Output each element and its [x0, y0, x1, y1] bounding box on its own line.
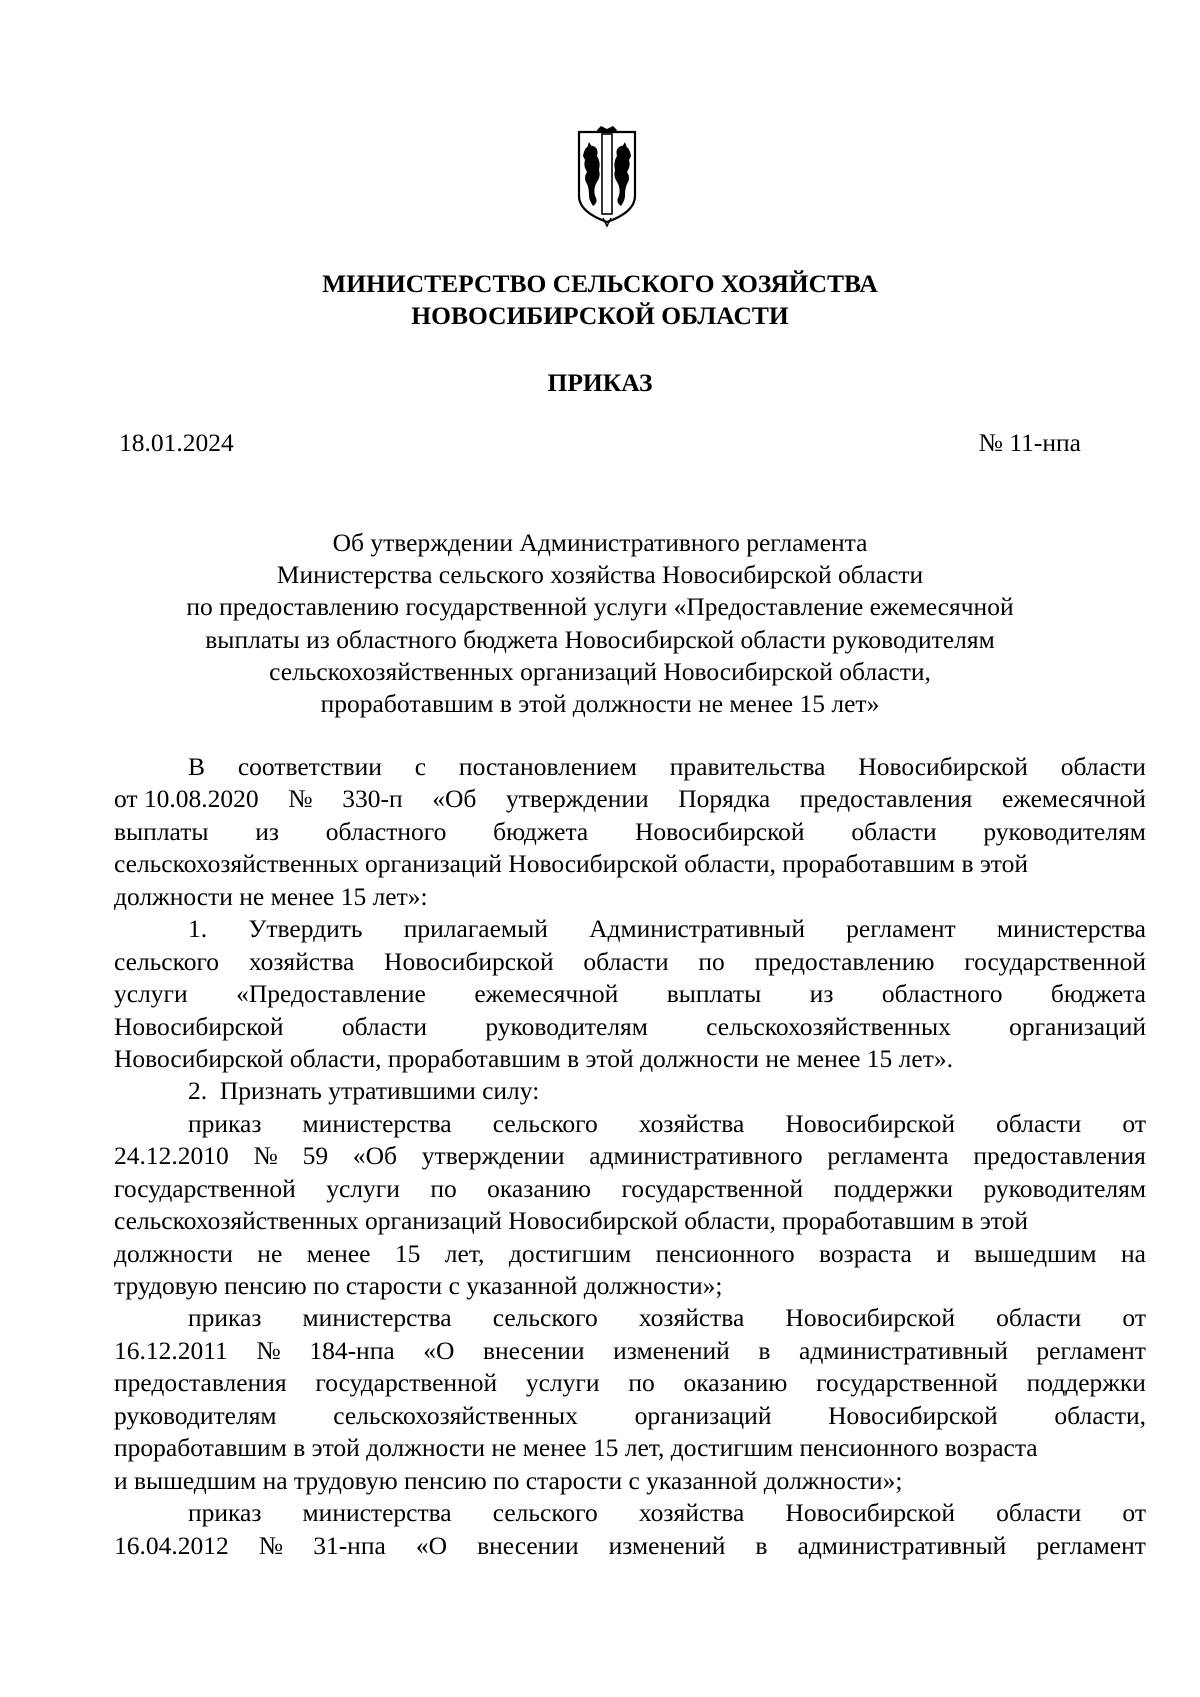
- body-word: 330-п: [342, 784, 403, 814]
- body-word: возраста: [819, 1238, 912, 1268]
- body-word: бюджета: [493, 816, 589, 846]
- body-word: области: [341, 1011, 428, 1041]
- body-word: регламента: [827, 1141, 949, 1171]
- body-word: административный: [799, 1335, 1008, 1365]
- body-word: от: [1122, 1498, 1146, 1528]
- body-word: областного: [325, 816, 447, 846]
- body-line: 2. Признать утратившими силу:: [188, 1076, 540, 1106]
- body-line: [114, 1302, 1146, 1334]
- body-word: по: [628, 1368, 655, 1398]
- body-line: [114, 1400, 1146, 1432]
- body-word: предоставления: [114, 1368, 287, 1398]
- body-word: министерства: [302, 1498, 452, 1528]
- body-line: [114, 1367, 1146, 1399]
- subject-line: выплаты из областного бюджета Новосибирской области руководителям: [205, 624, 995, 654]
- document-subject: [0, 527, 1200, 720]
- ministry-title: [0, 268, 1200, 332]
- body-line: сельскохозяйственных организаций Новосибирской области, проработавшим в этой: [114, 1206, 1029, 1236]
- body-line: [114, 946, 1146, 978]
- body-word: «О: [423, 1335, 455, 1365]
- body-word: Новосибирской: [858, 752, 1028, 781]
- body-line: [114, 1497, 1146, 1529]
- body-word: от: [1122, 1108, 1146, 1138]
- body-word: руководителям: [983, 1173, 1146, 1203]
- body-word: 15: [394, 1238, 421, 1268]
- body-word: Новосибирской: [384, 946, 554, 976]
- body-word: 16.04.2012: [114, 1530, 229, 1560]
- body-word: №: [253, 1141, 278, 1171]
- body-word: государственной: [315, 1368, 498, 1398]
- body-word: регламент: [1036, 1335, 1146, 1365]
- body-word: от 10.08.2020: [114, 784, 259, 814]
- document-number: № 11-нпа: [978, 428, 1081, 457]
- body-word: предоставлению: [754, 946, 935, 976]
- body-word: должности: [114, 1238, 233, 1268]
- body-line: проработавшим в этой должности не менее 15 лет, достигшим пенсионного возраста: [114, 1433, 1038, 1463]
- body-line: [114, 1335, 1146, 1367]
- body-line: [114, 751, 1146, 783]
- body-word: Новосибирской: [785, 1303, 955, 1333]
- body-word: «Об: [432, 784, 477, 814]
- body-word: сельского: [492, 1108, 598, 1138]
- subject-line: Министерства сельского хозяйства Новосибирской области: [276, 560, 924, 590]
- body-word: услуги: [114, 979, 188, 1009]
- body-word: по: [430, 1173, 457, 1203]
- body-word: изменений: [613, 1335, 730, 1365]
- body-line: Новосибирской области, проработавшим в этой должности не менее 15 лет».: [114, 1043, 953, 1073]
- body-word: 16.12.2011: [114, 1335, 228, 1365]
- body-word: области: [583, 946, 669, 976]
- body-word: выплаты: [666, 979, 762, 1009]
- body-word: из: [809, 979, 834, 1009]
- subject-line: по предоставлению государственной услуги «Предоставление ежемесячной: [186, 592, 1014, 622]
- body-word: областного: [881, 979, 1003, 1009]
- body-word: 184-нпа: [309, 1335, 395, 1365]
- body-word: области: [996, 1108, 1082, 1138]
- body-line: [114, 1108, 1146, 1140]
- body-word: хозяйства: [248, 946, 355, 976]
- body-word: поддержки: [1026, 1368, 1146, 1398]
- body-line: сельскохозяйственных организаций Новосибирской области, проработавшим в этой: [114, 849, 1029, 879]
- body-word: 31-нпа: [313, 1530, 386, 1560]
- body-line: [114, 978, 1146, 1010]
- body-word: организаций: [634, 1400, 772, 1430]
- body-line: [114, 913, 1146, 945]
- body-word: хозяйства: [638, 1303, 745, 1333]
- body-word: руководителям: [485, 1011, 648, 1041]
- body-word: «Предоставление: [236, 979, 426, 1009]
- body-word: сельского: [492, 1303, 598, 1333]
- body-word: государственной: [621, 1173, 804, 1203]
- body-word: Новосибирской: [635, 816, 805, 846]
- body-word: хозяйства: [638, 1498, 745, 1528]
- body-word: регламент: [1036, 1530, 1146, 1560]
- body-word: области: [996, 1303, 1082, 1333]
- body-word: лет,: [444, 1238, 485, 1268]
- body-word: области: [1060, 752, 1146, 781]
- body-word: поддержки: [833, 1173, 953, 1203]
- body-word: министерства: [996, 914, 1146, 944]
- subject-line: сельскохозяйственных организаций Новосибирской области,: [269, 656, 931, 686]
- body-word: пенсионного: [655, 1238, 795, 1268]
- body-word: приказ: [188, 1108, 262, 1138]
- body-word: 24.12.2010: [114, 1141, 229, 1171]
- body-word: приказ: [188, 1498, 262, 1528]
- body-word: оказанию: [487, 1173, 591, 1203]
- body-word: прилагаемый: [403, 914, 548, 944]
- body-word: внесении: [477, 1530, 579, 1560]
- body-word: №: [258, 1530, 284, 1560]
- body-word: изменений: [608, 1530, 726, 1560]
- body-word: области,: [1054, 1400, 1146, 1430]
- body-word: «О: [415, 1530, 448, 1560]
- body-word: оказанию: [683, 1368, 788, 1398]
- body-line: [114, 1238, 1146, 1270]
- body-line: [114, 1140, 1146, 1172]
- body-line: [114, 1173, 1146, 1205]
- body-word: Порядка: [678, 784, 771, 814]
- body-word: в: [755, 1530, 768, 1560]
- ministry-line-2: НОВОСИБИРСКОЙ ОБЛАСТИ: [411, 301, 789, 330]
- body-word: сельскохозяйственных: [333, 1400, 578, 1430]
- body-word: Новосибирской: [785, 1108, 955, 1138]
- body-word: сельского: [114, 946, 220, 976]
- body-word: от: [1122, 1303, 1146, 1333]
- body-word: Новосибирской: [828, 1400, 998, 1430]
- body-word: руководителям: [983, 816, 1146, 846]
- body-word: утверждении: [505, 784, 649, 814]
- body-word: по: [698, 946, 725, 976]
- body-word: №: [256, 1335, 281, 1365]
- body-word: услуги: [326, 1173, 400, 1203]
- body-line: должности не менее 15 лет»:: [114, 881, 428, 911]
- body-word: хозяйства: [638, 1108, 745, 1138]
- document-type: ПРИКАЗ: [547, 368, 653, 397]
- body-word: соответствии: [237, 752, 382, 781]
- body-word: достигшим: [508, 1238, 632, 1268]
- body-word: руководителям: [114, 1400, 277, 1430]
- body-word: не: [257, 1238, 283, 1268]
- body-word: услуги: [525, 1368, 600, 1398]
- body-word: ежемесячной: [474, 979, 619, 1009]
- body-word: вышедшим: [974, 1238, 1097, 1268]
- body-word: и: [936, 1238, 950, 1268]
- body-word: государственной: [816, 1368, 998, 1398]
- body-word: 59: [302, 1141, 329, 1171]
- body-word: постановлением: [458, 752, 637, 781]
- subject-line: Об утверждении Административного регламента: [332, 528, 868, 557]
- body-word: на: [1120, 1238, 1146, 1268]
- body-word: предоставления: [799, 784, 973, 814]
- ministry-line-1: МИНИСТЕРСТВО СЕЛЬСКОГО ХОЗЯЙСТВА: [322, 269, 878, 298]
- body-word: внесении: [483, 1335, 585, 1365]
- body-word: Новосибирской: [114, 1011, 284, 1041]
- body-line: и вышедшим на трудовую пенсию по старости с указанной должности»;: [114, 1465, 903, 1495]
- body-word: организаций: [1009, 1011, 1146, 1041]
- subject-line: проработавшим в этой должности не менее 15 лет»: [320, 689, 880, 719]
- body-word: утверждении: [421, 1141, 565, 1171]
- body-word: из: [255, 816, 279, 846]
- body-line: [114, 816, 1146, 848]
- body-word: государственной: [964, 946, 1146, 976]
- body-word: правительства: [669, 752, 826, 781]
- body-word: Утвердить: [248, 914, 363, 944]
- body-word: области: [851, 816, 937, 846]
- body-word: административный: [797, 1530, 1007, 1560]
- coat-of-arms-icon: [575, 126, 639, 236]
- document-body: [114, 751, 1146, 1562]
- body-word: 1.: [188, 914, 208, 944]
- body-word: «Об: [352, 1141, 398, 1171]
- document-date: 18.01.2024: [119, 428, 234, 457]
- body-word: регламент: [846, 914, 956, 944]
- body-word: государственной: [114, 1173, 296, 1203]
- body-word: области: [996, 1498, 1082, 1528]
- body-line: [114, 783, 1146, 815]
- body-word: министерства: [302, 1108, 452, 1138]
- body-word: сельского: [492, 1498, 598, 1528]
- body-word: административного: [589, 1141, 803, 1171]
- body-word: ежемесячной: [1001, 784, 1146, 814]
- body-line: [114, 1530, 1146, 1562]
- body-word: Новосибирской: [785, 1498, 955, 1528]
- body-word: В: [188, 752, 206, 781]
- body-word: сельскохозяйственных: [706, 1011, 951, 1041]
- body-word: выплаты: [114, 816, 209, 846]
- body-word: предоставления: [973, 1141, 1146, 1171]
- body-word: в: [758, 1335, 771, 1365]
- body-line: [114, 1011, 1146, 1043]
- body-word: приказ: [188, 1303, 262, 1333]
- body-word: Административный: [589, 914, 805, 944]
- body-line: трудовую пенсию по старости с указанной должности»;: [114, 1271, 723, 1300]
- body-word: менее: [306, 1238, 371, 1268]
- body-word: с: [414, 752, 427, 781]
- body-word: бюджета: [1050, 979, 1146, 1009]
- body-word: министерства: [302, 1303, 452, 1333]
- body-word: №: [288, 784, 313, 814]
